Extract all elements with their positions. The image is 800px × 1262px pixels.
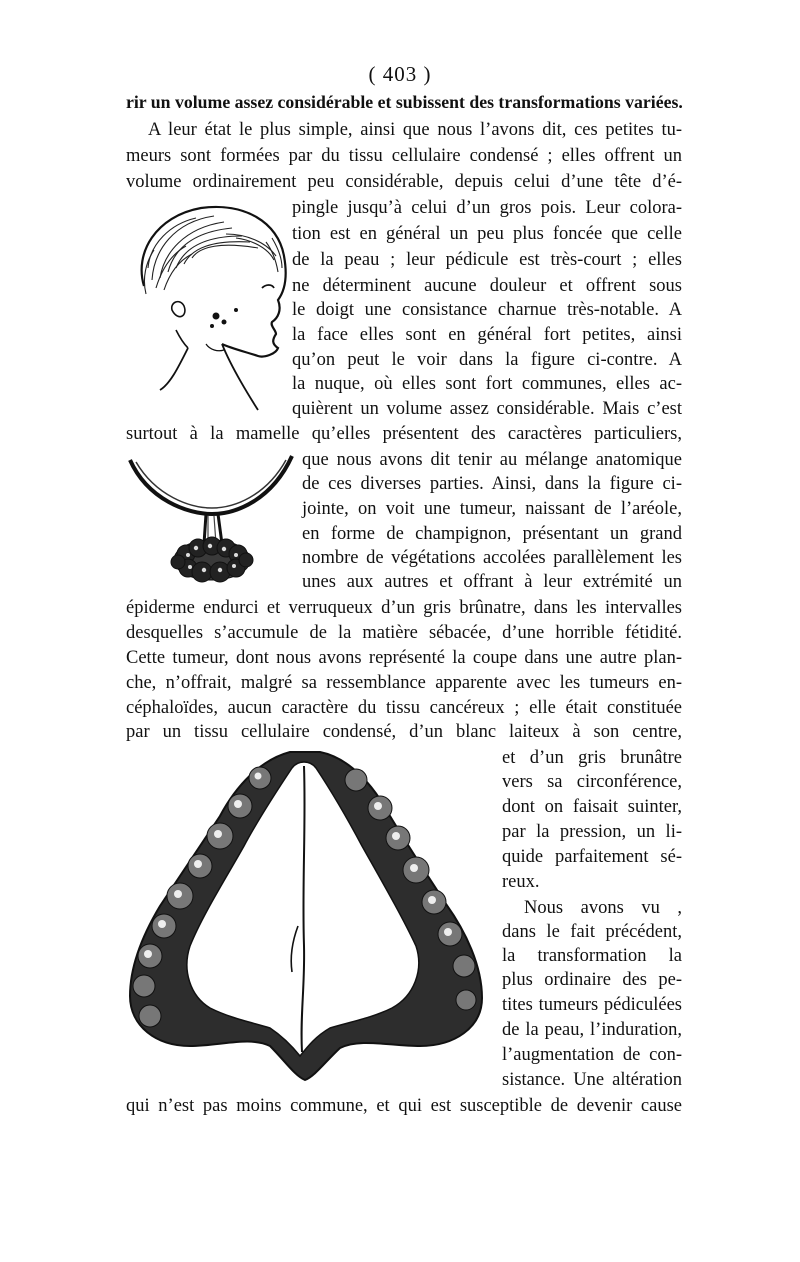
text-line: che, n’offrait, malgré sa ressemblance apparente avec les tumeurs en- bbox=[126, 673, 682, 693]
text-line: dans le fait précédent, bbox=[502, 922, 682, 942]
text-line: pingle jusqu’à celui d’un gros pois. Leur colora- bbox=[292, 198, 682, 218]
text-line: de ces diverses parties. Ainsi, dans la figure ci- bbox=[302, 474, 682, 494]
text-line: la transformation la bbox=[502, 946, 682, 966]
text-line: céphaloïdes, aucun caractère du tissu cancéreux ; elle était constituée bbox=[126, 698, 682, 718]
text-line: desquelles s’accumule de la matière sébacée, d’une horrible fétidité. bbox=[126, 623, 682, 643]
text-line: tites tumeurs pédiculées bbox=[502, 995, 682, 1015]
text-line: de la peau, l’induration, bbox=[502, 1020, 682, 1040]
text-line: ne déterminent aucune douleur et offrent sous bbox=[292, 276, 682, 296]
text-line: volume ordinairement peu considérable, depuis celui d’une tête d’é- bbox=[126, 172, 682, 192]
text-line: et d’un gris brunâtre bbox=[502, 748, 682, 768]
text-line: quièrent un volume assez considérable. Mais c’est bbox=[292, 399, 682, 419]
text-line: plus ordinaire des pe- bbox=[502, 970, 682, 990]
face-profile-figure bbox=[126, 198, 301, 420]
text-line: rir un volume assez considérable et subissent des transformations variées. bbox=[126, 92, 683, 112]
text-line: Nous avons vu , bbox=[524, 898, 682, 918]
text-line: que nous avons dit tenir au mélange anatomique bbox=[302, 450, 682, 470]
text-line: reux. bbox=[502, 872, 540, 892]
text-line: en forme de champignon, présentant un grand bbox=[302, 524, 682, 544]
text-line: épiderme endurci et verruqueux d’un gris brûnatre, dans les intervalles bbox=[126, 598, 682, 618]
text-line: de la peau ; leur pédicule est très-court ; elles bbox=[292, 250, 682, 270]
text-line: sistance. Une altération bbox=[502, 1070, 682, 1090]
text-line: par la pression, un li- bbox=[502, 822, 682, 842]
text-line: Cette tumeur, dont nous avons représenté la coupe dans une autre plan- bbox=[126, 648, 682, 668]
text-line: A leur état le plus simple, ainsi que nous l’avons dit, ces petites tu- bbox=[148, 120, 682, 140]
text-line: qui n’est pas moins commune, et qui est susceptible de devenir cause bbox=[126, 1096, 682, 1116]
text-line: dont on faisait suinter, bbox=[502, 797, 682, 817]
text-line: tion est en général un peu plus foncée que celle bbox=[292, 224, 682, 244]
tumor-section-figure bbox=[120, 746, 492, 1086]
text-line: le doigt une consistance charnue très-notable. A bbox=[292, 300, 682, 320]
page-number: ( 403 ) bbox=[368, 62, 432, 86]
text-line: unes aux autres et offrant à leur extrémité un bbox=[302, 572, 682, 592]
text-line: meurs sont formées par du tissu cellulaire condensé ; elles offrent un bbox=[126, 146, 682, 166]
text-line: l’augmentation de con- bbox=[502, 1045, 682, 1065]
text-line: la nuque, où elles sont fort communes, elles ac- bbox=[292, 374, 682, 394]
text-line: qu’on peut le voir dans la figure ci-contre. A bbox=[292, 350, 682, 370]
text-line: la face elles sont en général fort petites, ainsi bbox=[292, 325, 682, 345]
text-line: surtout à la mamelle qu’elles présentent des caractères particuliers, bbox=[126, 424, 682, 444]
text-line: par un tissu cellulaire condensé, d’un blanc laiteux à son centre, bbox=[126, 722, 682, 742]
breast-tumor-figure bbox=[126, 452, 298, 590]
text-line: vers sa circonférence, bbox=[502, 772, 682, 792]
text-line: nombre de végétations accolées parallèlement les bbox=[302, 548, 682, 568]
text-line: jointe, on voit une tumeur, naissant de l’aréole, bbox=[302, 499, 682, 519]
text-line: quide parfaitement sé- bbox=[502, 847, 682, 867]
